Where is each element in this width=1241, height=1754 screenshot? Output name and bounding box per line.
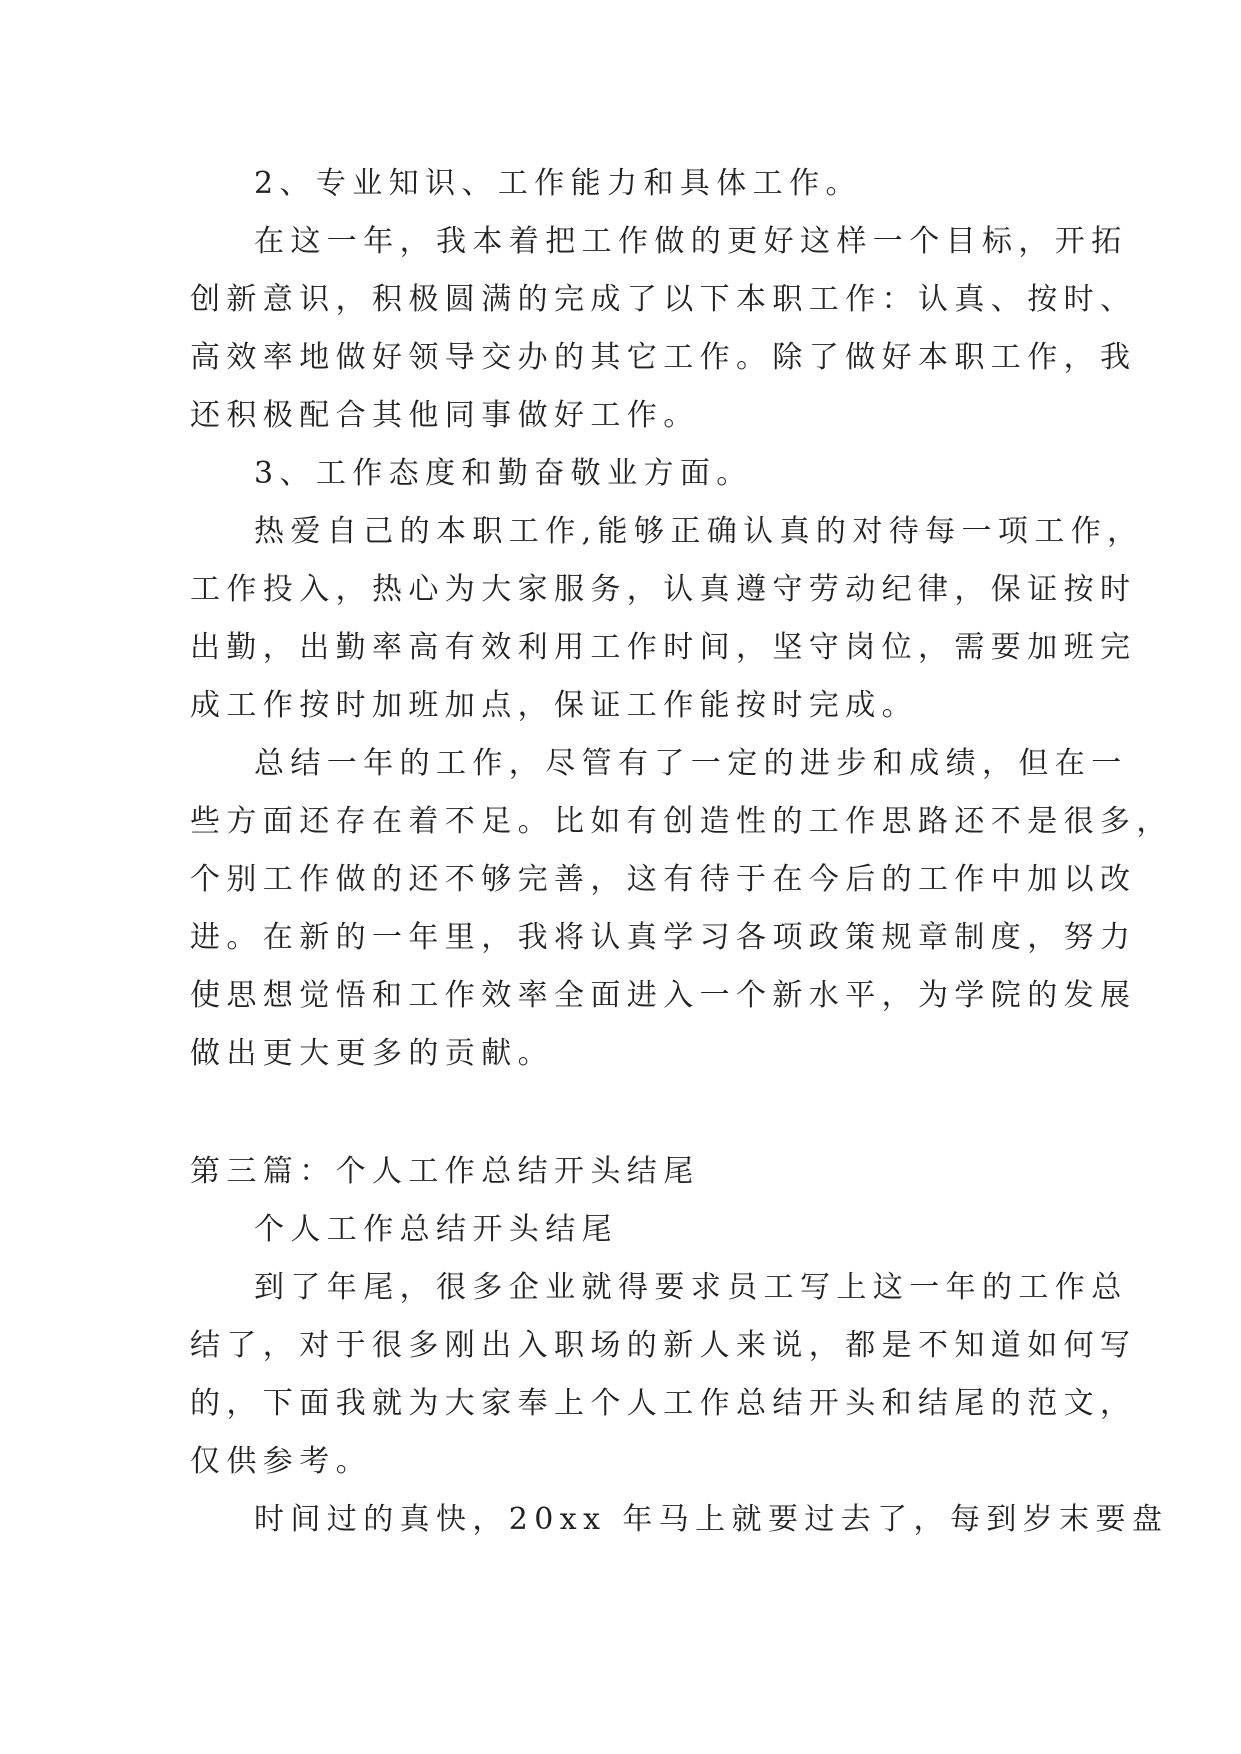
paragraph-line: 进。在新的一年里，我将认真学习各项政策规章制度，努力 — [190, 920, 1137, 955]
paragraph-line: 高效率地做好领导交办的其它工作。除了做好本职工作，我 — [190, 340, 1137, 375]
paragraph-line: 时间过的真快，20xx 年马上就要过去了，每到岁末要盘 — [254, 1502, 1169, 1537]
paragraph-line: 个别工作做的还不够完善，这有待于在今后的工作中加以改 — [190, 862, 1137, 897]
paragraph-line: 到了年尾，很多企业就得要求员工写上这一年的工作总 — [254, 1270, 1128, 1305]
paragraph-line: 结了，对于很多刚出入职场的新人来说，都是不知道如何写 — [190, 1328, 1137, 1363]
paragraph-line: 些方面还存在着不足。比如有创造性的工作思路还不是很多， — [190, 804, 1173, 839]
paragraph-line: 在这一年，我本着把工作做的更好这样一个目标，开拓 — [254, 224, 1128, 259]
chapter-subtitle: 个人工作总结开头结尾 — [254, 1212, 618, 1247]
paragraph-line: 做出更大更多的贡献。 — [190, 1036, 554, 1071]
paragraph-line: 仅供参考。 — [190, 1444, 372, 1479]
paragraph-line: 热爱自己的本职工作,能够正确认真的对待每一项工作， — [254, 514, 1144, 549]
paragraph-line: 工作投入，热心为大家服务，认真遵守劳动纪律，保证按时 — [190, 572, 1137, 607]
section-2-heading: 2、专业知识、工作能力和具体工作。 — [254, 166, 862, 201]
paragraph-line: 总结一年的工作，尽管有了一定的进步和成绩，但在一 — [254, 746, 1128, 781]
section-3-heading: 3、工作态度和勤奋敬业方面。 — [254, 456, 753, 491]
paragraph-line: 出勤，出勤率高有效利用工作时间，坚守岗位，需要加班完 — [190, 630, 1137, 665]
paragraph-line: 成工作按时加班加点，保证工作能按时完成。 — [190, 688, 918, 723]
paragraph-line: 使思想觉悟和工作效率全面进入一个新水平，为学院的发展 — [190, 978, 1137, 1013]
paragraph-line: 创新意识，积极圆满的完成了以下本职工作：认真、按时、 — [190, 282, 1137, 317]
chapter-title: 第三篇：个人工作总结开头结尾 — [190, 1154, 700, 1189]
paragraph-line: 的，下面我就为大家奉上个人工作总结开头和结尾的范文， — [190, 1386, 1137, 1421]
paragraph-line: 还积极配合其他同事做好工作。 — [190, 398, 700, 433]
